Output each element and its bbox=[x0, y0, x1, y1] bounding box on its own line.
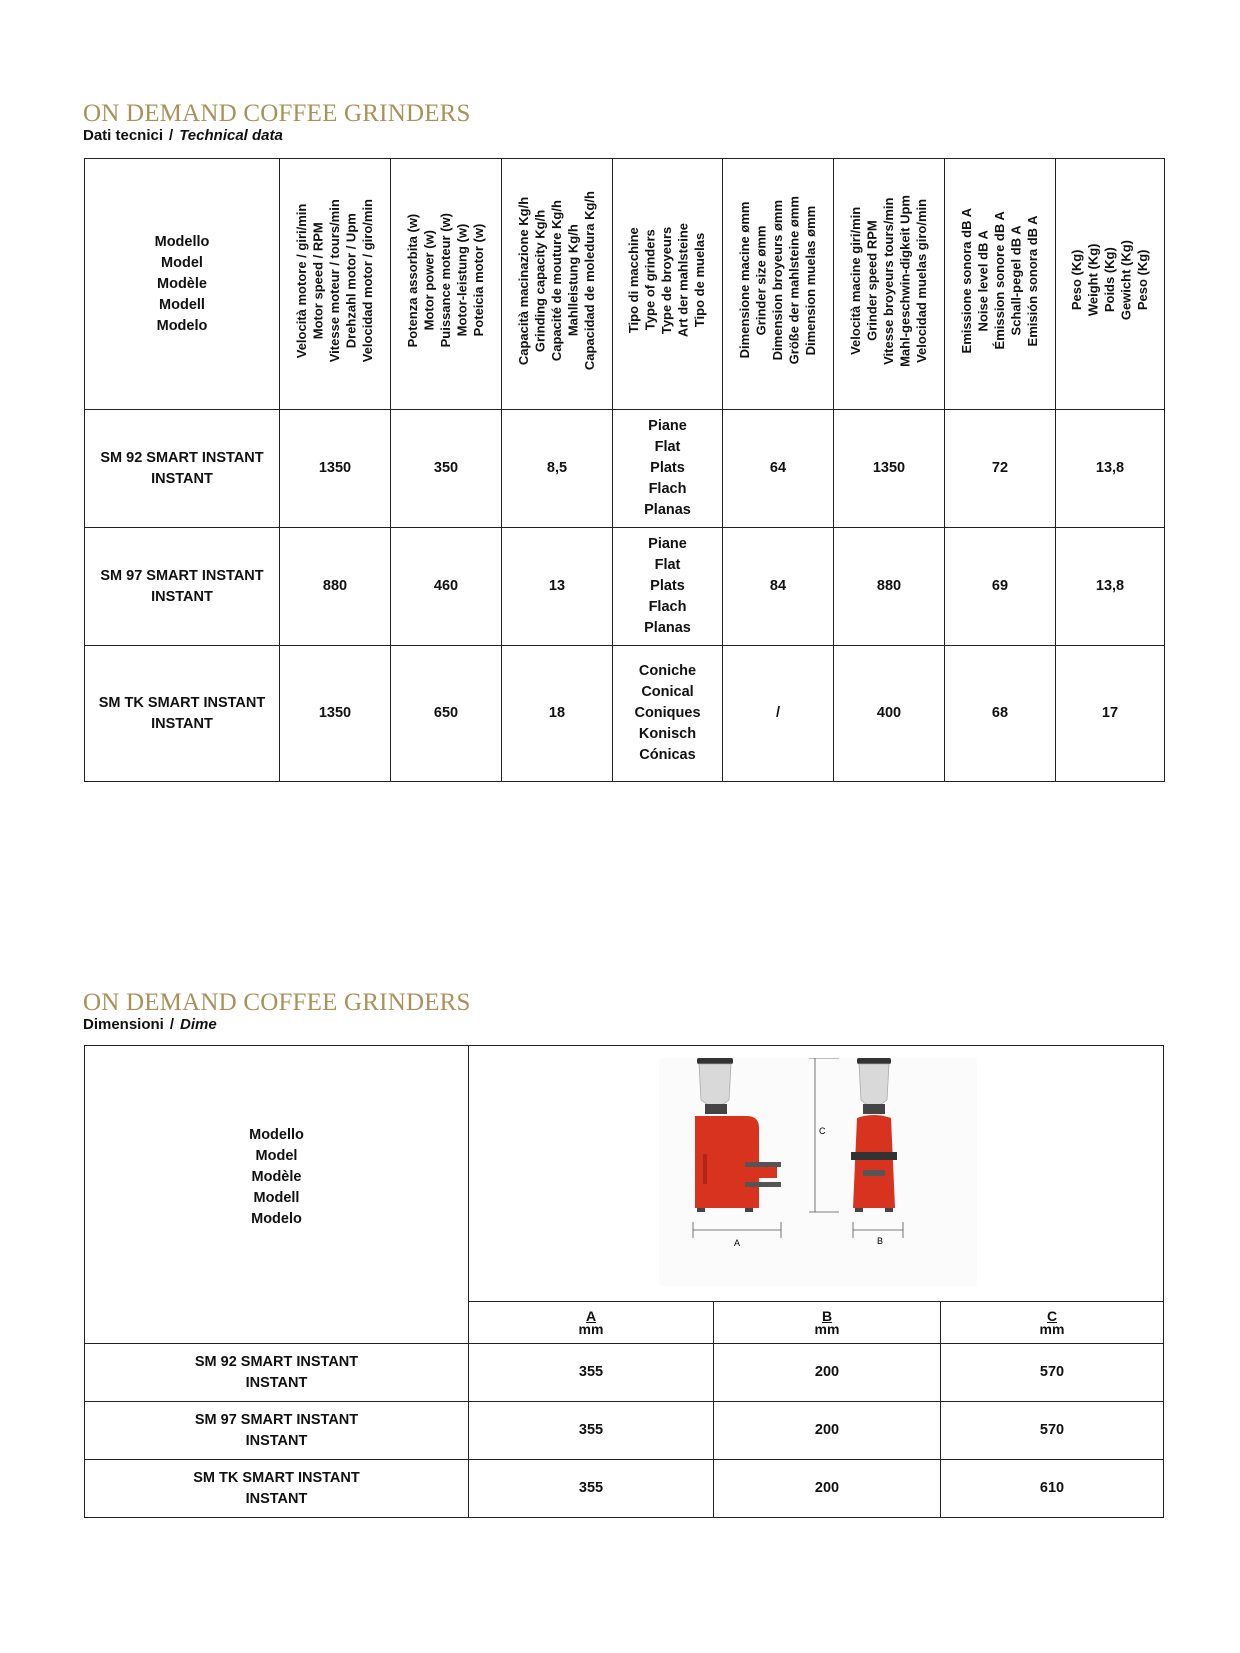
header-line: Grinding capacity Kg/h bbox=[532, 209, 548, 352]
grinding-capacity-header bbox=[502, 159, 613, 410]
model-name: INSTANT bbox=[245, 1374, 308, 1391]
type-cell bbox=[613, 528, 723, 646]
header-line: Tipo di macchine bbox=[626, 227, 642, 334]
model-cell bbox=[85, 1460, 469, 1518]
dim-letter: A bbox=[585, 1307, 597, 1324]
grinder-speed-cell: 880 bbox=[834, 528, 945, 646]
dim-b-cell: 200 bbox=[714, 1460, 941, 1518]
header-line: Tipo de muelas bbox=[692, 233, 708, 328]
header-line: Motor power (w) bbox=[421, 230, 437, 331]
header-line: Modelo bbox=[156, 317, 208, 334]
type-line: Piane bbox=[648, 418, 687, 434]
noise-cell: 69 bbox=[945, 528, 1056, 646]
model-header bbox=[85, 159, 280, 410]
header-line: Model bbox=[255, 1148, 298, 1164]
section-subtitle bbox=[83, 1017, 217, 1032]
subtitle-separator: / bbox=[169, 127, 174, 144]
capacity-cell: 8,5 bbox=[502, 410, 613, 528]
type-line: Konisch bbox=[638, 726, 697, 742]
dim-c-header bbox=[941, 1302, 1164, 1344]
subtitle-separator: / bbox=[169, 1016, 175, 1033]
model-name: SM 92 SMART INSTANT bbox=[194, 1353, 359, 1370]
grinder-size-header bbox=[723, 159, 834, 410]
type-line: Coniques bbox=[634, 705, 701, 721]
dim-c-cell: 570 bbox=[941, 1344, 1164, 1402]
dim-a-cell: 355 bbox=[469, 1402, 714, 1460]
model-cell bbox=[85, 1402, 469, 1460]
type-line: Flach bbox=[648, 481, 687, 497]
subtitle-en: Dime bbox=[180, 1016, 217, 1033]
noise-cell: 72 bbox=[945, 410, 1056, 528]
header-line: Velocidad muelas giro/min bbox=[913, 198, 929, 363]
type-line: Flach bbox=[648, 599, 687, 615]
header-line: Grinder size ømm bbox=[753, 225, 769, 336]
header-line: Modelo bbox=[251, 1211, 302, 1227]
model-header bbox=[85, 1046, 469, 1344]
table-row bbox=[85, 1344, 1164, 1402]
header-line: Grinder speed RPM bbox=[864, 220, 880, 341]
section-title: ON DEMAND COFFEE GRINDERS bbox=[83, 989, 471, 1016]
grinder-speed-cell: 1350 bbox=[834, 410, 945, 528]
type-line: Cónicas bbox=[639, 747, 696, 763]
dim-a-header bbox=[469, 1302, 714, 1344]
grinder-dimension-drawing bbox=[659, 1058, 977, 1286]
type-line: Coniche bbox=[638, 663, 697, 679]
noise-level-header bbox=[945, 159, 1056, 410]
header-line: Mahlleistung Kg/h bbox=[565, 224, 581, 337]
motor-power-cell: 350 bbox=[391, 410, 502, 528]
header-line: Capacità macinazione Kg/h bbox=[515, 196, 531, 365]
model-cell bbox=[85, 646, 280, 782]
header-line: Velocidad motor / giro/min bbox=[359, 198, 375, 363]
header-line: Émission sonore dB A bbox=[991, 211, 1007, 350]
motor-power-header bbox=[391, 159, 502, 410]
motor-speed-header bbox=[280, 159, 391, 410]
table-row bbox=[85, 646, 1165, 782]
header-line: Motor-leistung (w) bbox=[454, 224, 470, 337]
section-subtitle bbox=[83, 128, 283, 143]
header-line: Type de broyeurs bbox=[659, 226, 675, 335]
header-line: Vitesse moteur / tours/min bbox=[326, 198, 342, 363]
model-name: INSTANT bbox=[245, 1432, 308, 1449]
header-line: Capacidad de moledura Kg/h bbox=[581, 190, 597, 371]
header-line: Emisión sonora dB A bbox=[1024, 215, 1040, 346]
weight-cell: 13,8 bbox=[1056, 410, 1165, 528]
capacity-cell: 13 bbox=[502, 528, 613, 646]
type-line: Plats bbox=[650, 578, 685, 594]
header-line: Poids (Kg) bbox=[1101, 248, 1117, 313]
type-line: Planas bbox=[644, 502, 691, 518]
model-name: INSTANT bbox=[151, 715, 213, 732]
subtitle-it: Dimensioni bbox=[83, 1016, 164, 1033]
table-row bbox=[85, 1402, 1164, 1460]
header-line: Modèle bbox=[251, 1169, 302, 1185]
header-line: Peso (Kg) bbox=[1134, 250, 1150, 311]
header-line: Modèle bbox=[157, 275, 207, 292]
type-line: Planas bbox=[644, 620, 691, 636]
dim-letter: B bbox=[821, 1307, 833, 1324]
model-name: INSTANT bbox=[245, 1490, 308, 1507]
header-line: Poteicia motor (w) bbox=[470, 224, 486, 337]
dim-c-cell: 610 bbox=[941, 1460, 1164, 1518]
dimension-label-b: B bbox=[877, 1236, 884, 1246]
table-row bbox=[85, 1460, 1164, 1518]
header-line: Modell bbox=[159, 296, 205, 313]
header-line: Mahl-geschwin-digkeit Upm bbox=[897, 194, 913, 367]
grinder-size-cell: 84 bbox=[723, 528, 834, 646]
type-cell bbox=[613, 646, 723, 782]
dimension-label-a: A bbox=[734, 1238, 741, 1248]
header-line: Vitesse broyeurs tours/min bbox=[880, 196, 896, 365]
header-line: Modell bbox=[253, 1190, 300, 1206]
header-line: Noise level dB A bbox=[975, 229, 991, 332]
dim-unit: mm bbox=[578, 1320, 604, 1337]
grinder-size-cell: / bbox=[723, 646, 834, 782]
weight-cell: 13,8 bbox=[1056, 528, 1165, 646]
type-line: Flat bbox=[654, 439, 681, 455]
header-line: Modello bbox=[249, 1127, 304, 1143]
grinder-front-view bbox=[851, 1058, 897, 1212]
type-cell bbox=[613, 410, 723, 528]
header-line: Model bbox=[161, 254, 203, 271]
table-header-row bbox=[85, 1046, 1164, 1302]
grinder-type-header bbox=[613, 159, 723, 410]
type-line: Plats bbox=[650, 460, 685, 476]
header-line: Gewicht (Kg) bbox=[1118, 240, 1134, 321]
header-line: Peso (Kg) bbox=[1068, 250, 1084, 311]
header-line: Art der mahlsteine bbox=[675, 223, 691, 338]
noise-cell: 68 bbox=[945, 646, 1056, 782]
header-line: Velocità macine giri/min bbox=[847, 206, 863, 355]
model-name: INSTANT bbox=[151, 588, 213, 605]
motor-power-cell: 460 bbox=[391, 528, 502, 646]
weight-header bbox=[1056, 159, 1165, 410]
dim-unit: mm bbox=[1039, 1320, 1065, 1337]
header-line: Dimension broyeurs ømm bbox=[769, 200, 785, 361]
model-cell bbox=[85, 528, 280, 646]
header-line: Capacité de mouture Kg/h bbox=[548, 199, 564, 362]
weight-cell: 17 bbox=[1056, 646, 1165, 782]
header-line: Größe der mahlsteine ømm bbox=[786, 196, 802, 365]
table-row bbox=[85, 528, 1165, 646]
motor-speed-cell: 1350 bbox=[280, 410, 391, 528]
header-line: Dimensione macine ømm bbox=[736, 202, 752, 359]
model-name: SM TK SMART INSTANT bbox=[98, 694, 266, 711]
grinder-side-view bbox=[695, 1058, 781, 1212]
header-line: Weight (Kg) bbox=[1085, 244, 1101, 317]
motor-speed-cell: 880 bbox=[280, 528, 391, 646]
header-line: Puissance moteur (w) bbox=[437, 213, 453, 348]
table-header-row bbox=[85, 159, 1165, 410]
dim-unit: mm bbox=[814, 1320, 840, 1337]
type-line: Piane bbox=[648, 536, 687, 552]
model-cell bbox=[85, 1344, 469, 1402]
technical-data-table bbox=[84, 158, 1165, 782]
model-name: SM 92 SMART INSTANT bbox=[100, 449, 264, 466]
grinder-speed-cell: 400 bbox=[834, 646, 945, 782]
dim-b-cell: 200 bbox=[714, 1402, 941, 1460]
capacity-cell: 18 bbox=[502, 646, 613, 782]
dim-b-cell: 200 bbox=[714, 1344, 941, 1402]
header-line: Velocità motore / giri/min bbox=[293, 203, 309, 358]
model-name: INSTANT bbox=[151, 470, 213, 487]
section-title: ON DEMAND COFFEE GRINDERS bbox=[83, 100, 471, 127]
dim-a-cell: 355 bbox=[469, 1344, 714, 1402]
header-line: Drehzahl motor / Upm bbox=[343, 212, 359, 349]
dimension-label-c: C bbox=[819, 1126, 826, 1136]
header-line: Motor speed / RPM bbox=[310, 222, 326, 340]
model-cell bbox=[85, 410, 280, 528]
grinder-speed-header bbox=[834, 159, 945, 410]
grinder-size-cell: 64 bbox=[723, 410, 834, 528]
dimensions-table bbox=[84, 1045, 1164, 1518]
model-name: SM 97 SMART INSTANT bbox=[100, 567, 264, 584]
dim-b-header bbox=[714, 1302, 941, 1344]
subtitle-en: Technical data bbox=[179, 127, 283, 144]
dimension-drawing-cell bbox=[469, 1046, 1164, 1302]
model-name: SM 97 SMART INSTANT bbox=[194, 1411, 359, 1428]
header-line: Emissione sonora dB A bbox=[958, 207, 974, 354]
header-line: Dimension muelas ømm bbox=[802, 205, 818, 356]
motor-power-cell: 650 bbox=[391, 646, 502, 782]
type-line: Conical bbox=[641, 684, 694, 700]
header-line: Type of grinders bbox=[642, 230, 658, 331]
header-line: Potenza assorbita (w) bbox=[404, 213, 420, 348]
subtitle-it: Dati tecnici bbox=[83, 127, 164, 144]
header-line: Modello bbox=[154, 233, 210, 250]
type-line: Flat bbox=[654, 557, 681, 573]
dim-letter: C bbox=[1046, 1307, 1058, 1324]
dim-a-cell: 355 bbox=[469, 1460, 714, 1518]
table-row bbox=[85, 410, 1165, 528]
header-line: Schall-pegel dB A bbox=[1008, 225, 1024, 336]
dim-c-cell: 570 bbox=[941, 1402, 1164, 1460]
model-name: SM TK SMART INSTANT bbox=[193, 1469, 360, 1486]
motor-speed-cell: 1350 bbox=[280, 646, 391, 782]
